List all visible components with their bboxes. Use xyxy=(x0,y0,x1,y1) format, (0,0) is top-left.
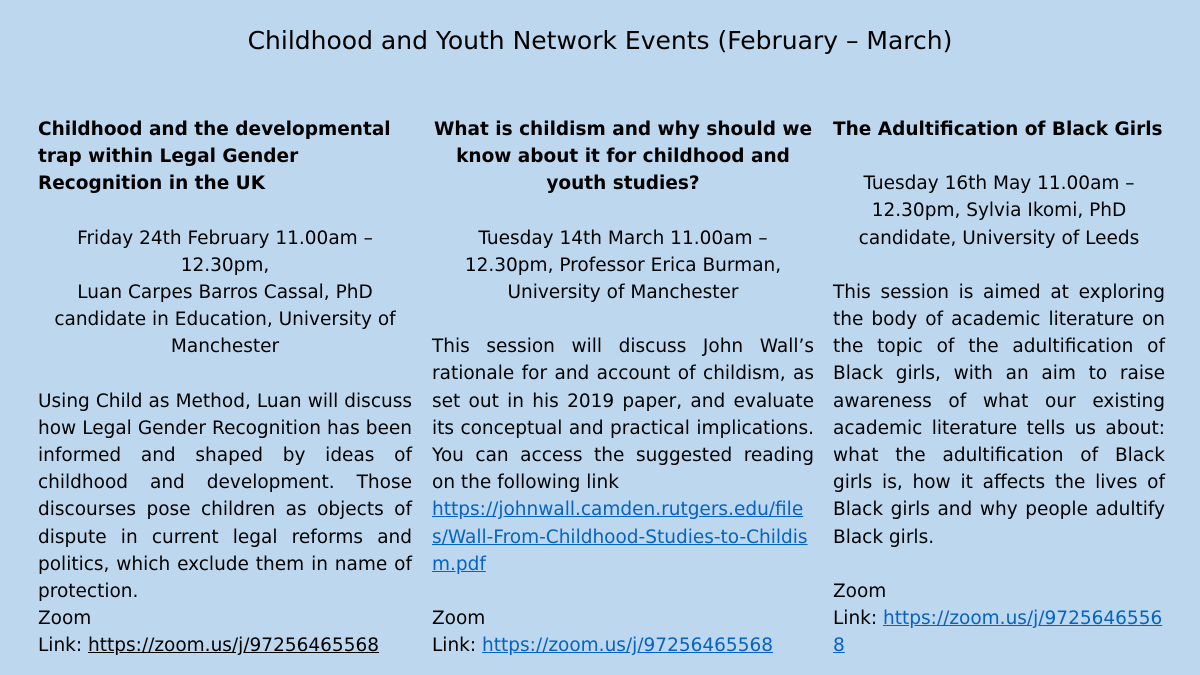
page-title: Childhood and Youth Network Events (February – March) xyxy=(247,26,953,55)
zoom-label: Zoom xyxy=(38,608,92,630)
event-title: The Adultification of Black Girls xyxy=(833,119,1163,140)
reading-link[interactable]: https://johnwall.camden.rutgers.edu/files/Wall-From-Childhood-Studies-to-Childism.pdf xyxy=(432,499,808,575)
event-title: What is childism and why should we know about it for childhood and youth studies? xyxy=(433,119,813,195)
link-prefix: Link: xyxy=(833,608,883,630)
event-details: Tuesday 16th May 11.00am – 12.30pm, Sylvia Ikomi, PhD candidate, University of Leeds xyxy=(858,173,1140,249)
zoom-link-row xyxy=(432,632,814,659)
reading-link-row xyxy=(432,496,814,578)
zoom-link[interactable]: https://zoom.us/j/97256465568 xyxy=(88,635,380,657)
zoom-link[interactable]: https://zoom.us/j/97256465568 xyxy=(482,635,774,657)
event-column-2 xyxy=(432,116,814,659)
event-datetime: Friday 24th February 11.00am – 12.30pm, xyxy=(77,227,373,276)
event-description: This session will discuss John Wall’s rationale for and account of childism, as set out in his 2019 paper, and evaluate its conceptual and practical implications. You can access the suggested reading on the following link xyxy=(432,336,814,494)
link-prefix: Link: xyxy=(432,635,482,657)
event-title: Childhood and the developmental trap within Legal Gender Recognition in the UK xyxy=(38,119,391,195)
event-speaker: Luan Carpes Barros Cassal, PhD candidate in Education, University of Manchester xyxy=(54,282,396,358)
event-description: Using Child as Method, Luan will discuss how Legal Gender Recognition has been informed and shaped by ideas of childhood and development. Those discourses pose children as objects of dispute in current legal reforms and politics, which exclude them in name of protection. xyxy=(38,390,412,603)
event-column-1 xyxy=(38,116,412,660)
link-prefix: Link: xyxy=(38,635,88,657)
event-details: Tuesday 14th March 11.00am – 12.30pm, Professor Erica Burman, University of Manchester xyxy=(464,227,782,304)
zoom-link-row xyxy=(38,632,412,659)
zoom-label: Zoom xyxy=(833,580,887,602)
zoom-link[interactable]: https://zoom.us/j/97256465568 xyxy=(833,608,1163,657)
zoom-link-row xyxy=(833,605,1165,659)
event-details xyxy=(38,225,412,361)
event-column-3 xyxy=(833,116,1165,659)
zoom-label: Zoom xyxy=(432,608,486,630)
event-description: This session is aimed at exploring the body of academic literature on the topic of the adultification of Black girls, with an aim to raise awareness of what our existing academic literature tells us about: what the adultification of Black girls is, how it affects the lives of Black girls and why people adultify Black girls. xyxy=(833,281,1165,548)
